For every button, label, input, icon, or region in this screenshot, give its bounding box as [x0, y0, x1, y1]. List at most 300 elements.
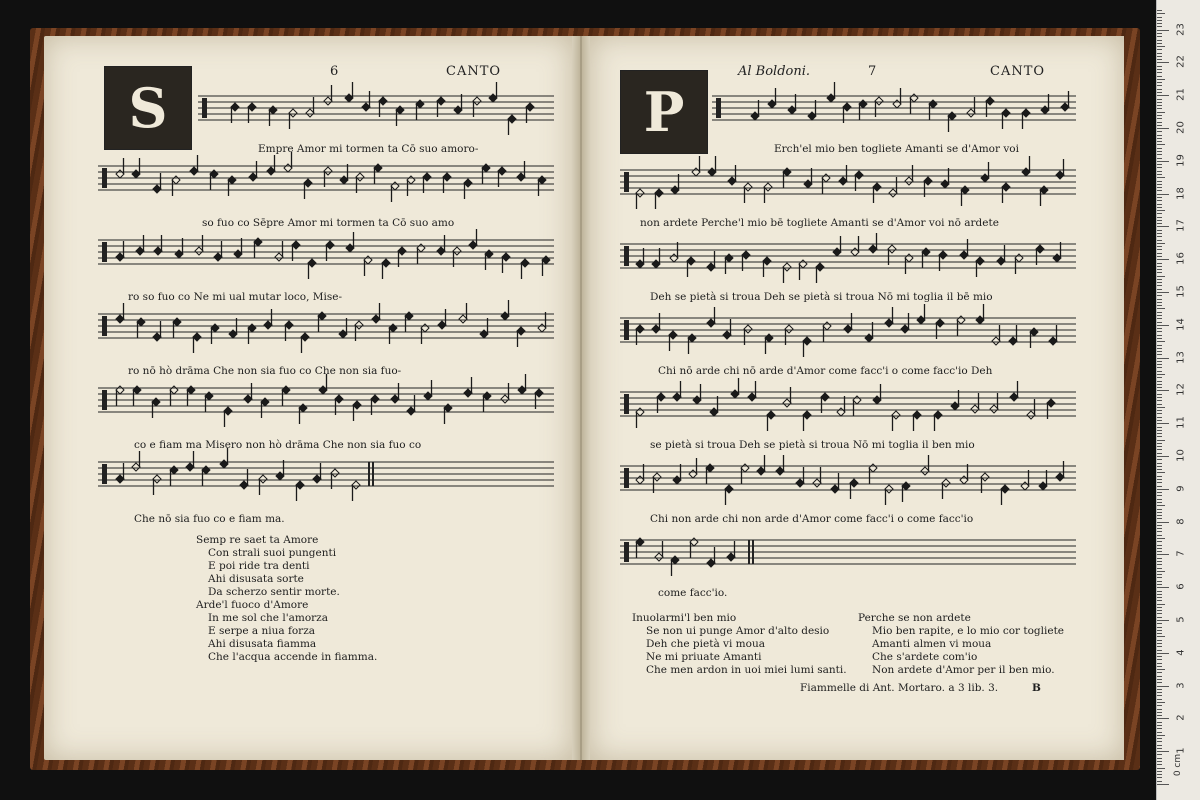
- music-note: [655, 189, 663, 209]
- ruler-tick: [1157, 525, 1162, 526]
- clef-mark: [716, 98, 721, 118]
- music-note: [831, 473, 839, 493]
- music-note: [132, 158, 140, 178]
- ruler-tick: [1157, 92, 1162, 93]
- ruler-tick: [1157, 613, 1162, 614]
- music-note: [693, 384, 701, 404]
- music-note: [837, 396, 845, 416]
- clef-mark: [624, 172, 629, 192]
- music-note: [187, 386, 195, 406]
- music-note: [421, 324, 429, 344]
- music-note: [808, 100, 816, 120]
- music-note: [707, 307, 715, 327]
- music-note: [865, 322, 873, 342]
- ruler-tick: [1157, 204, 1162, 205]
- ruler-tick: [1157, 633, 1162, 634]
- right-dedication: Al Boldoni.: [738, 64, 811, 79]
- music-note: [170, 466, 178, 486]
- ruler-tick: [1157, 404, 1162, 405]
- music-note: [308, 259, 316, 279]
- ruler-tick: [1157, 768, 1165, 769]
- ruler-tick: [1157, 466, 1162, 467]
- left-lyric-line-1: Empre Amor mi tormen ta Cō suo amoro-: [258, 143, 479, 155]
- ruler-tick: [1157, 246, 1162, 247]
- clef-mark: [102, 316, 107, 336]
- music-staff: [98, 158, 554, 208]
- music-note: [502, 253, 510, 273]
- ruler-tick: [1157, 571, 1165, 572]
- ruler-tick: [1157, 194, 1169, 195]
- ruler-tick: [1157, 410, 1162, 411]
- music-staff: [98, 306, 554, 356]
- ruler-tick: [1157, 226, 1169, 227]
- music-note: [116, 241, 124, 261]
- ruler-tick: [1157, 522, 1169, 523]
- music-note: [482, 164, 490, 184]
- music-note: [764, 183, 772, 203]
- music-note: [228, 176, 236, 196]
- music-note: [961, 186, 969, 206]
- ruler-tick: [1157, 623, 1162, 624]
- music-note: [1040, 186, 1048, 206]
- ruler-tick: [1157, 712, 1162, 713]
- verse-line: Se non ui punge Amor d'alto desio: [646, 625, 830, 637]
- ruler-tick: [1157, 115, 1162, 116]
- ruler-tick: [1157, 154, 1162, 155]
- ruler-tick: [1157, 108, 1162, 109]
- ruler-tick: [1157, 85, 1162, 86]
- music-note: [1021, 470, 1029, 490]
- music-note: [517, 327, 525, 347]
- music-note: [193, 333, 201, 353]
- ruler-tick: [1157, 646, 1162, 647]
- verse-line: Non ardete d'Amor per il ben mio.: [872, 664, 1055, 676]
- music-note: [652, 248, 660, 268]
- ruler-tick: [1157, 561, 1162, 562]
- ruler-tick: [1157, 650, 1162, 651]
- ruler-label: 5: [1175, 616, 1187, 623]
- music-note: [517, 161, 525, 181]
- music-note: [788, 94, 796, 114]
- ruler-tick: [1157, 59, 1162, 60]
- music-note: [424, 380, 432, 400]
- ruler-tick: [1157, 371, 1162, 372]
- ruler-tick: [1157, 282, 1162, 283]
- ruler-tick: [1157, 620, 1169, 621]
- ruler-tick: [1157, 459, 1162, 460]
- music-note: [254, 238, 262, 258]
- ruler-tick: [1157, 400, 1162, 401]
- ruler-label: 3: [1175, 681, 1187, 689]
- ruler-tick: [1157, 53, 1162, 54]
- ruler-tick: [1157, 577, 1162, 578]
- music-note: [960, 464, 968, 484]
- ruler-tick: [1157, 49, 1162, 50]
- music-note: [636, 538, 644, 558]
- music-note: [869, 233, 877, 253]
- ruler-tick: [1157, 190, 1162, 191]
- ruler-label: 4: [1175, 649, 1187, 656]
- ruler-tick: [1157, 17, 1162, 18]
- ruler-tick: [1157, 131, 1162, 132]
- book-gutter: [572, 36, 590, 760]
- ruler-tick: [1157, 220, 1162, 221]
- ruler-tick: [1157, 472, 1165, 473]
- ruler-tick: [1157, 636, 1165, 637]
- music-note: [261, 398, 269, 418]
- clef-mark: [102, 464, 107, 484]
- music-staff: [98, 380, 554, 430]
- ruler-tick: [1157, 781, 1162, 782]
- ruler-tick: [1157, 741, 1162, 742]
- ruler-tick: [1157, 20, 1162, 21]
- ruler-tick: [1157, 538, 1165, 539]
- music-note: [264, 309, 272, 329]
- ruler-tick: [1157, 413, 1162, 414]
- ruler-tick: [1157, 243, 1165, 244]
- ruler-tick: [1157, 495, 1162, 496]
- ruler-tick: [1157, 640, 1162, 641]
- music-note: [741, 464, 749, 484]
- music-note: [1001, 485, 1009, 505]
- ruler-tick: [1157, 643, 1162, 644]
- music-note: [391, 182, 399, 202]
- ruler-tick: [1157, 292, 1169, 293]
- music-note: [671, 556, 679, 576]
- ruler-tick: [1157, 456, 1169, 457]
- ruler-tick: [1157, 105, 1162, 106]
- music-note: [851, 236, 859, 256]
- ruler-tick: [1157, 689, 1162, 690]
- ruler-tick: [1157, 489, 1169, 490]
- ruler-tick: [1157, 272, 1162, 273]
- music-note: [339, 318, 347, 338]
- music-note: [153, 475, 161, 495]
- music-note: [538, 312, 546, 332]
- music-note: [521, 259, 529, 279]
- music-note: [850, 479, 858, 499]
- music-note: [913, 411, 921, 431]
- ruler-tick: [1157, 617, 1162, 618]
- ruler-tick: [1157, 695, 1162, 696]
- music-note: [803, 337, 811, 357]
- music-note: [859, 100, 867, 120]
- ruler-tick: [1157, 351, 1162, 352]
- music-note: [508, 115, 516, 135]
- right-lyric-line-4: Chi nō arde chi nō arde d'Amor come facc'i o come facc'io Deh: [658, 365, 993, 377]
- ruler-tick: [1157, 558, 1162, 559]
- music-note: [1039, 470, 1047, 490]
- music-note: [116, 463, 124, 483]
- ruler-tick: [1157, 482, 1162, 483]
- signature-mark: B: [1032, 682, 1041, 694]
- music-note: [957, 316, 965, 336]
- ruler-tick: [1157, 738, 1162, 739]
- left-lyric-line-5: co e fiam ma Misero non hò drāma Che non sia fuo co: [134, 439, 422, 451]
- music-note: [382, 259, 390, 279]
- ruler-tick: [1157, 436, 1162, 437]
- music-staff: [620, 532, 1076, 582]
- music-note: [175, 238, 183, 258]
- ruler-tick: [1157, 99, 1162, 100]
- ruler-label: 8: [1175, 517, 1187, 525]
- ruler-tick: [1157, 751, 1169, 752]
- ruler-tick: [1157, 144, 1165, 145]
- music-note: [483, 392, 491, 412]
- music-note: [249, 161, 257, 181]
- double-bar-line: [368, 462, 370, 486]
- music-note: [839, 165, 847, 185]
- ruler-tick: [1157, 663, 1162, 664]
- music-note: [444, 404, 452, 424]
- ruler-tick: [1157, 66, 1162, 67]
- ruler-tick: [1157, 686, 1169, 687]
- music-note: [873, 183, 881, 203]
- music-note: [929, 100, 937, 120]
- ruler-tick: [1157, 276, 1165, 277]
- music-note: [652, 313, 660, 333]
- ruler-tick: [1157, 732, 1162, 733]
- music-note: [981, 162, 989, 182]
- music-note: [892, 411, 900, 431]
- ruler-tick: [1157, 279, 1162, 280]
- ruler-tick: [1157, 443, 1162, 444]
- music-note: [170, 386, 178, 406]
- music-note: [405, 312, 413, 332]
- music-note: [948, 112, 956, 132]
- ruler-tick: [1157, 305, 1162, 306]
- music-note: [353, 401, 361, 421]
- double-bar-line: [372, 462, 374, 486]
- ruler-tick: [1157, 784, 1169, 785]
- verse-line: Deh che pietà vi moua: [646, 638, 765, 650]
- music-note: [767, 411, 775, 431]
- music-staff: [620, 236, 1076, 286]
- ruler-tick: [1157, 666, 1162, 667]
- music-note: [186, 451, 194, 471]
- music-note: [152, 398, 160, 418]
- ruler-tick: [1157, 381, 1162, 382]
- music-note: [154, 235, 162, 255]
- music-note: [282, 386, 290, 406]
- music-staff: [98, 232, 554, 282]
- verse-line: Ahi disusata sorte: [208, 573, 304, 585]
- music-note: [942, 479, 950, 499]
- music-note: [1022, 109, 1030, 129]
- music-note: [137, 318, 145, 338]
- music-note: [816, 263, 824, 283]
- clef-mark: [624, 320, 629, 340]
- music-note: [636, 189, 644, 209]
- music-note: [538, 176, 546, 196]
- music-note: [454, 94, 462, 114]
- music-note: [689, 458, 697, 478]
- ruler-tick: [1157, 715, 1162, 716]
- ruler-tick: [1157, 545, 1162, 546]
- ruler-tick: [1157, 764, 1162, 765]
- ruler-tick: [1157, 302, 1162, 303]
- music-note: [763, 257, 771, 277]
- ruler-tick: [1157, 112, 1165, 113]
- music-note: [636, 408, 644, 428]
- verse-line: Ahi disusata fiamma: [208, 638, 317, 650]
- ruler-tick: [1157, 551, 1162, 552]
- ruler-tick: [1157, 217, 1162, 218]
- ruler-tick: [1157, 518, 1162, 519]
- music-note: [205, 392, 213, 412]
- ruler-tick: [1157, 584, 1162, 585]
- ruler-tick: [1157, 679, 1162, 680]
- ruler-tick: [1157, 604, 1165, 605]
- ruler-tick: [1157, 312, 1162, 313]
- ruler-tick: [1157, 735, 1165, 736]
- music-note: [214, 241, 222, 261]
- ruler-tick: [1157, 394, 1162, 395]
- ruler-tick: [1157, 377, 1162, 378]
- ruler-tick: [1157, 748, 1162, 749]
- music-note: [190, 155, 198, 175]
- ruler-tick: [1157, 263, 1162, 264]
- ruler-tick: [1157, 62, 1169, 63]
- ruler-tick: [1157, 13, 1165, 14]
- ruler-tick: [1157, 682, 1162, 683]
- music-note: [976, 257, 984, 277]
- ruler-tick: [1157, 761, 1162, 762]
- ruler-label: 15: [1175, 285, 1187, 298]
- music-note: [244, 383, 252, 403]
- music-note: [229, 318, 237, 338]
- ruler-tick: [1157, 440, 1165, 441]
- music-note: [960, 239, 968, 259]
- ruler-tick: [1157, 754, 1162, 755]
- ruler-tick: [1157, 423, 1169, 424]
- music-note: [1056, 159, 1064, 179]
- ruler-tick: [1157, 10, 1162, 11]
- ruler-tick: [1157, 492, 1162, 493]
- music-note: [389, 324, 397, 344]
- ruler-tick: [1157, 669, 1165, 670]
- ruler-tick: [1157, 531, 1162, 532]
- clef-mark: [624, 468, 629, 488]
- ruler-tick: [1157, 213, 1162, 214]
- ruler-tick: [1157, 295, 1162, 296]
- music-note: [728, 165, 736, 185]
- right-footer-attribution: Fiammelle di Ant. Mortaro. a 3 lib. 3.: [800, 682, 999, 694]
- ruler-label: 9: [1175, 485, 1187, 492]
- ruler-tick: [1157, 76, 1162, 77]
- music-staff: [198, 88, 554, 138]
- clef-mark: [624, 246, 629, 266]
- ruler-tick: [1157, 240, 1162, 241]
- ruler-tick: [1157, 607, 1162, 608]
- music-note: [346, 232, 354, 252]
- ruler-label: 22: [1175, 55, 1187, 69]
- music-note: [464, 179, 472, 199]
- ruler-tick: [1157, 600, 1162, 601]
- ruler-tick: [1157, 259, 1169, 260]
- music-note: [636, 248, 644, 268]
- ruler-tick: [1157, 745, 1162, 746]
- verse-line: Mio ben rapite, e lo mio cor togliete: [872, 625, 1064, 637]
- music-note: [688, 334, 696, 354]
- music-note: [922, 248, 930, 268]
- music-note: [299, 404, 307, 424]
- music-note: [362, 91, 370, 111]
- ruler-tick: [1157, 256, 1162, 257]
- double-bar-line: [748, 540, 750, 564]
- ruler-tick: [1157, 187, 1162, 188]
- music-note: [224, 407, 232, 427]
- ruler-tick: [1157, 141, 1162, 142]
- music-note: [248, 324, 256, 344]
- ruler-tick: [1157, 469, 1162, 470]
- ruler-tick: [1157, 72, 1162, 73]
- ruler-tick: [1157, 285, 1162, 286]
- ruler-tick: [1157, 233, 1162, 234]
- verse-line: Con strali suoi pungenti: [208, 547, 337, 559]
- ruler-tick: [1157, 335, 1162, 336]
- ruler-tick: [1157, 367, 1162, 368]
- music-note: [844, 313, 852, 333]
- double-bar-line: [752, 540, 754, 564]
- music-note: [469, 229, 477, 249]
- music-note: [259, 475, 267, 495]
- music-note: [1002, 109, 1010, 129]
- ruler-tick: [1157, 89, 1162, 90]
- music-note: [707, 251, 715, 271]
- ruler-tick: [1157, 23, 1162, 24]
- music-note: [1002, 183, 1010, 203]
- ruler-tick: [1157, 230, 1162, 231]
- music-note: [723, 319, 731, 339]
- ruler-tick: [1157, 505, 1165, 506]
- ruler-tick: [1157, 463, 1162, 464]
- ruler-tick: [1157, 777, 1162, 778]
- music-note: [153, 173, 161, 193]
- measuring-ruler: [1156, 0, 1200, 800]
- music-note: [269, 106, 277, 126]
- music-note: [803, 411, 811, 431]
- music-note: [464, 377, 472, 397]
- music-note: [116, 386, 124, 406]
- ruler-tick: [1157, 266, 1162, 267]
- ruler-label: 20: [1175, 121, 1187, 134]
- verse-line: E poi ride tra denti: [208, 560, 310, 572]
- ruler-tick: [1157, 95, 1169, 96]
- left-lyric-line-4: ro nō hò drāma Che non sia fuo co Che non sia fuo-: [128, 365, 402, 377]
- ruler-tick: [1157, 702, 1165, 703]
- ruler-tick: [1157, 486, 1162, 487]
- ruler-tick: [1157, 699, 1162, 700]
- ruler-tick: [1157, 158, 1162, 159]
- ruler-tick: [1157, 135, 1162, 136]
- music-note: [1061, 91, 1069, 111]
- ruler-tick: [1157, 771, 1162, 772]
- right-lyric-line-3: Deh se pietà si troua Deh se pietà si troua Nō mi toglia il bē mio: [650, 291, 993, 303]
- left-voice-label: CANTO: [446, 64, 502, 79]
- ruler-tick: [1157, 210, 1165, 211]
- music-note: [885, 485, 893, 505]
- music-note: [765, 334, 773, 354]
- music-note: [670, 242, 678, 262]
- ruler-tick: [1157, 479, 1162, 480]
- ruler-tick: [1157, 223, 1162, 224]
- ruler-tick: [1157, 125, 1162, 126]
- verse-line: Amanti almen vi moua: [872, 638, 992, 650]
- music-staff: [712, 88, 1076, 138]
- ruler-tick: [1157, 181, 1162, 182]
- music-note: [901, 313, 909, 333]
